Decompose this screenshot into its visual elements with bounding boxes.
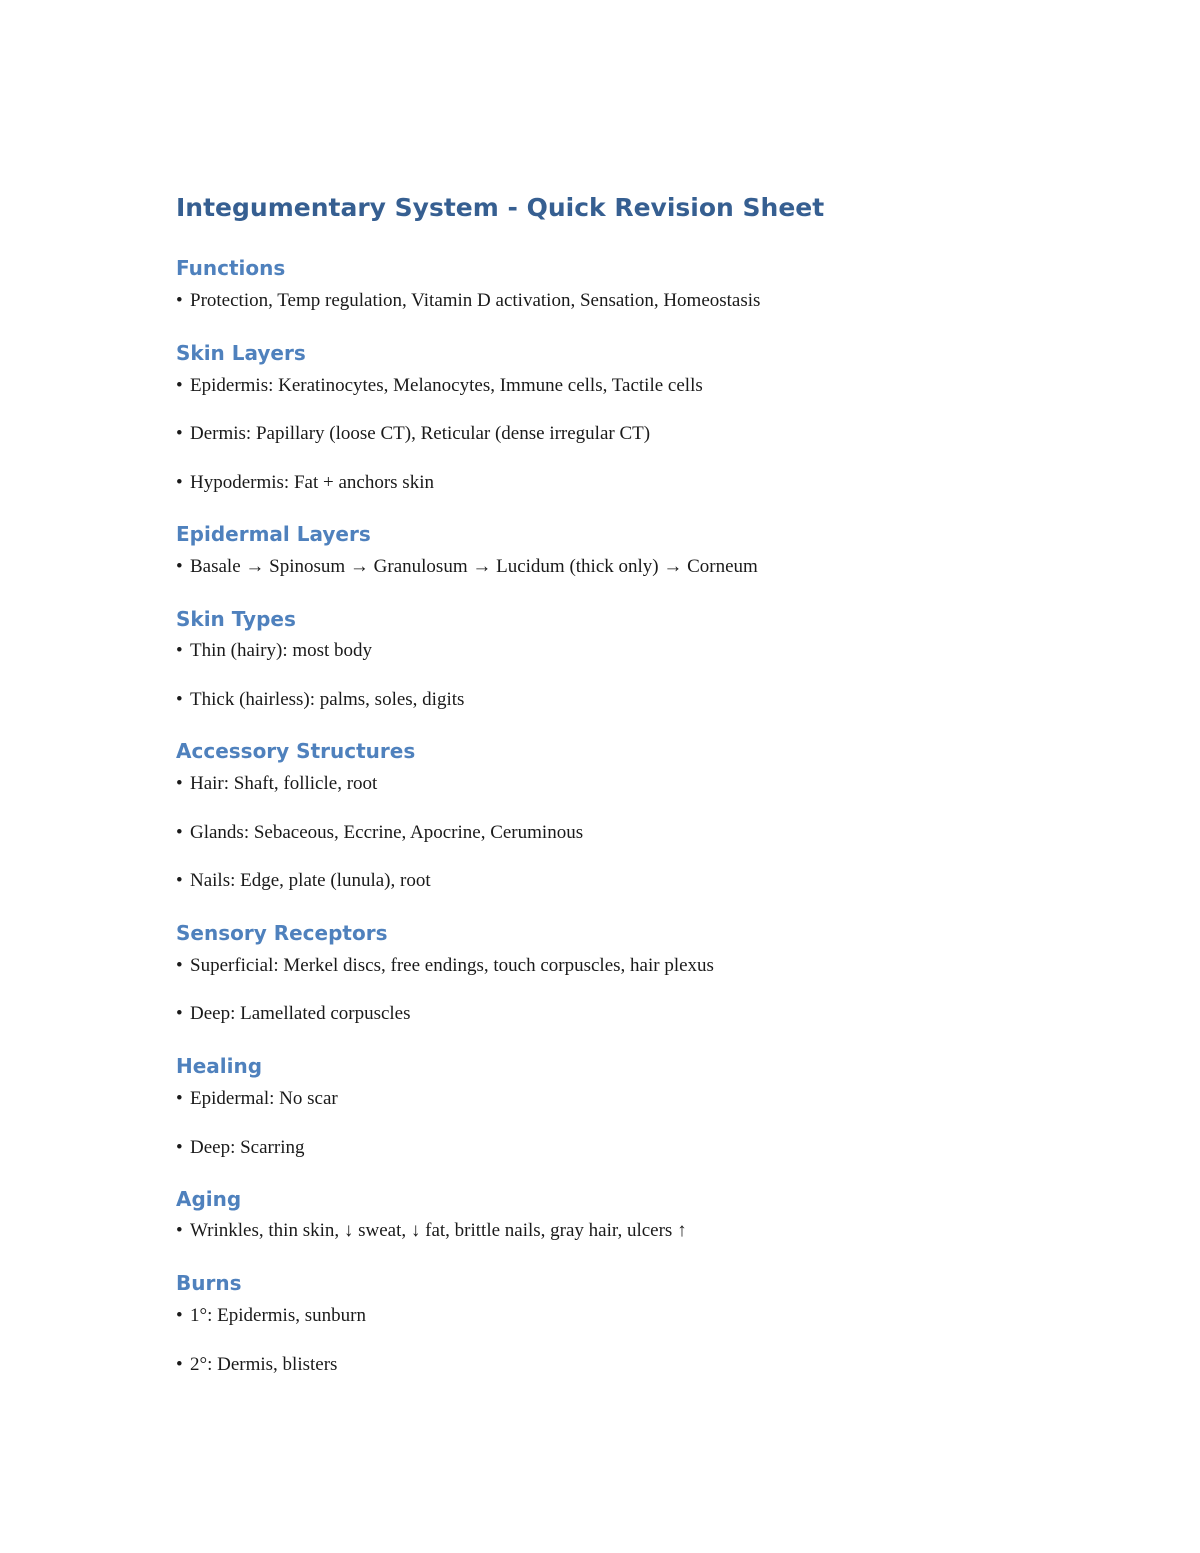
list-item-text: Epidermal: No scar	[190, 1088, 338, 1109]
bullet-icon: •	[176, 1354, 183, 1375]
section-heading-healing: Healing	[176, 1054, 263, 1078]
list-item-text: 1°: Epidermis, sunburn	[190, 1305, 366, 1326]
bullet-icon: •	[176, 1305, 183, 1326]
section-heading-sensory-receptors: Sensory Receptors	[176, 921, 388, 945]
list-item	[176, 288, 760, 314]
list-item	[176, 1352, 337, 1378]
list-item-text: Superficial: Merkel discs, free endings, touch corpuscles, hair plexus	[190, 955, 714, 976]
list-item-text: Glands: Sebaceous, Eccrine, Apocrine, Ceruminous	[190, 822, 584, 843]
list-item	[176, 1086, 338, 1112]
list-item-text: Wrinkles, thin skin, ↓ sweat, ↓ fat, brittle nails, gray hair, ulcers ↑	[190, 1220, 687, 1241]
bullet-icon: •	[176, 556, 183, 577]
bullet-icon: •	[176, 870, 183, 891]
bullet-icon: •	[176, 472, 183, 493]
section-heading-skin-layers: Skin Layers	[176, 341, 306, 365]
list-item	[176, 868, 431, 894]
bullet-icon: •	[176, 375, 183, 396]
list-item	[176, 1001, 411, 1027]
bullet-icon: •	[176, 773, 183, 794]
section-heading-epidermal-layers: Epidermal Layers	[176, 522, 371, 546]
list-item	[176, 1303, 366, 1329]
list-item-text: Basale → Spinosum → Granulosum → Lucidum (thick only) → Corneum	[190, 556, 758, 577]
section-heading-burns: Burns	[176, 1271, 242, 1295]
list-item	[176, 687, 464, 713]
bullet-icon: •	[176, 1088, 183, 1109]
list-item-text: Thick (hairless): palms, soles, digits	[190, 689, 465, 710]
list-item-text: Protection, Temp regulation, Vitamin D activation, Sensation, Homeostasis	[190, 290, 761, 311]
section-heading-skin-types: Skin Types	[176, 607, 296, 631]
section-heading-accessory-structures: Accessory Structures	[176, 739, 416, 763]
list-item-text: Hair: Shaft, follicle, root	[190, 773, 378, 794]
list-item	[176, 373, 703, 399]
section-heading-functions: Functions	[176, 256, 286, 280]
bullet-icon: •	[176, 955, 183, 976]
bullet-icon: •	[176, 290, 183, 311]
list-item	[176, 470, 434, 496]
list-item	[176, 421, 650, 447]
bullet-icon: •	[176, 689, 183, 710]
list-item	[176, 1218, 687, 1244]
list-item	[176, 820, 583, 846]
list-item-text: Deep: Lamellated corpuscles	[190, 1003, 411, 1024]
list-item-text: Deep: Scarring	[190, 1137, 305, 1158]
bullet-icon: •	[176, 822, 183, 843]
list-item	[176, 638, 372, 664]
list-item	[176, 1135, 304, 1161]
bullet-icon: •	[176, 1003, 183, 1024]
list-item-text: Epidermis: Keratinocytes, Melanocytes, Immune cells, Tactile cells	[190, 375, 703, 396]
list-item-text: Hypodermis: Fat + anchors skin	[190, 472, 434, 493]
list-item-text: Dermis: Papillary (loose CT), Reticular (dense irregular CT)	[190, 423, 651, 444]
bullet-icon: •	[176, 1137, 183, 1158]
bullet-icon: •	[176, 640, 183, 661]
list-item	[176, 771, 377, 797]
list-item	[176, 554, 758, 580]
page-title: Integumentary System - Quick Revision Sheet	[176, 193, 825, 222]
list-item	[176, 953, 714, 979]
section-heading-aging: Aging	[176, 1187, 242, 1211]
list-item-text: Thin (hairy): most body	[190, 640, 373, 661]
bullet-icon: •	[176, 423, 183, 444]
bullet-icon: •	[176, 1220, 183, 1241]
list-item-text: 2°: Dermis, blisters	[190, 1354, 338, 1375]
list-item-text: Nails: Edge, plate (lunula), root	[190, 870, 431, 891]
